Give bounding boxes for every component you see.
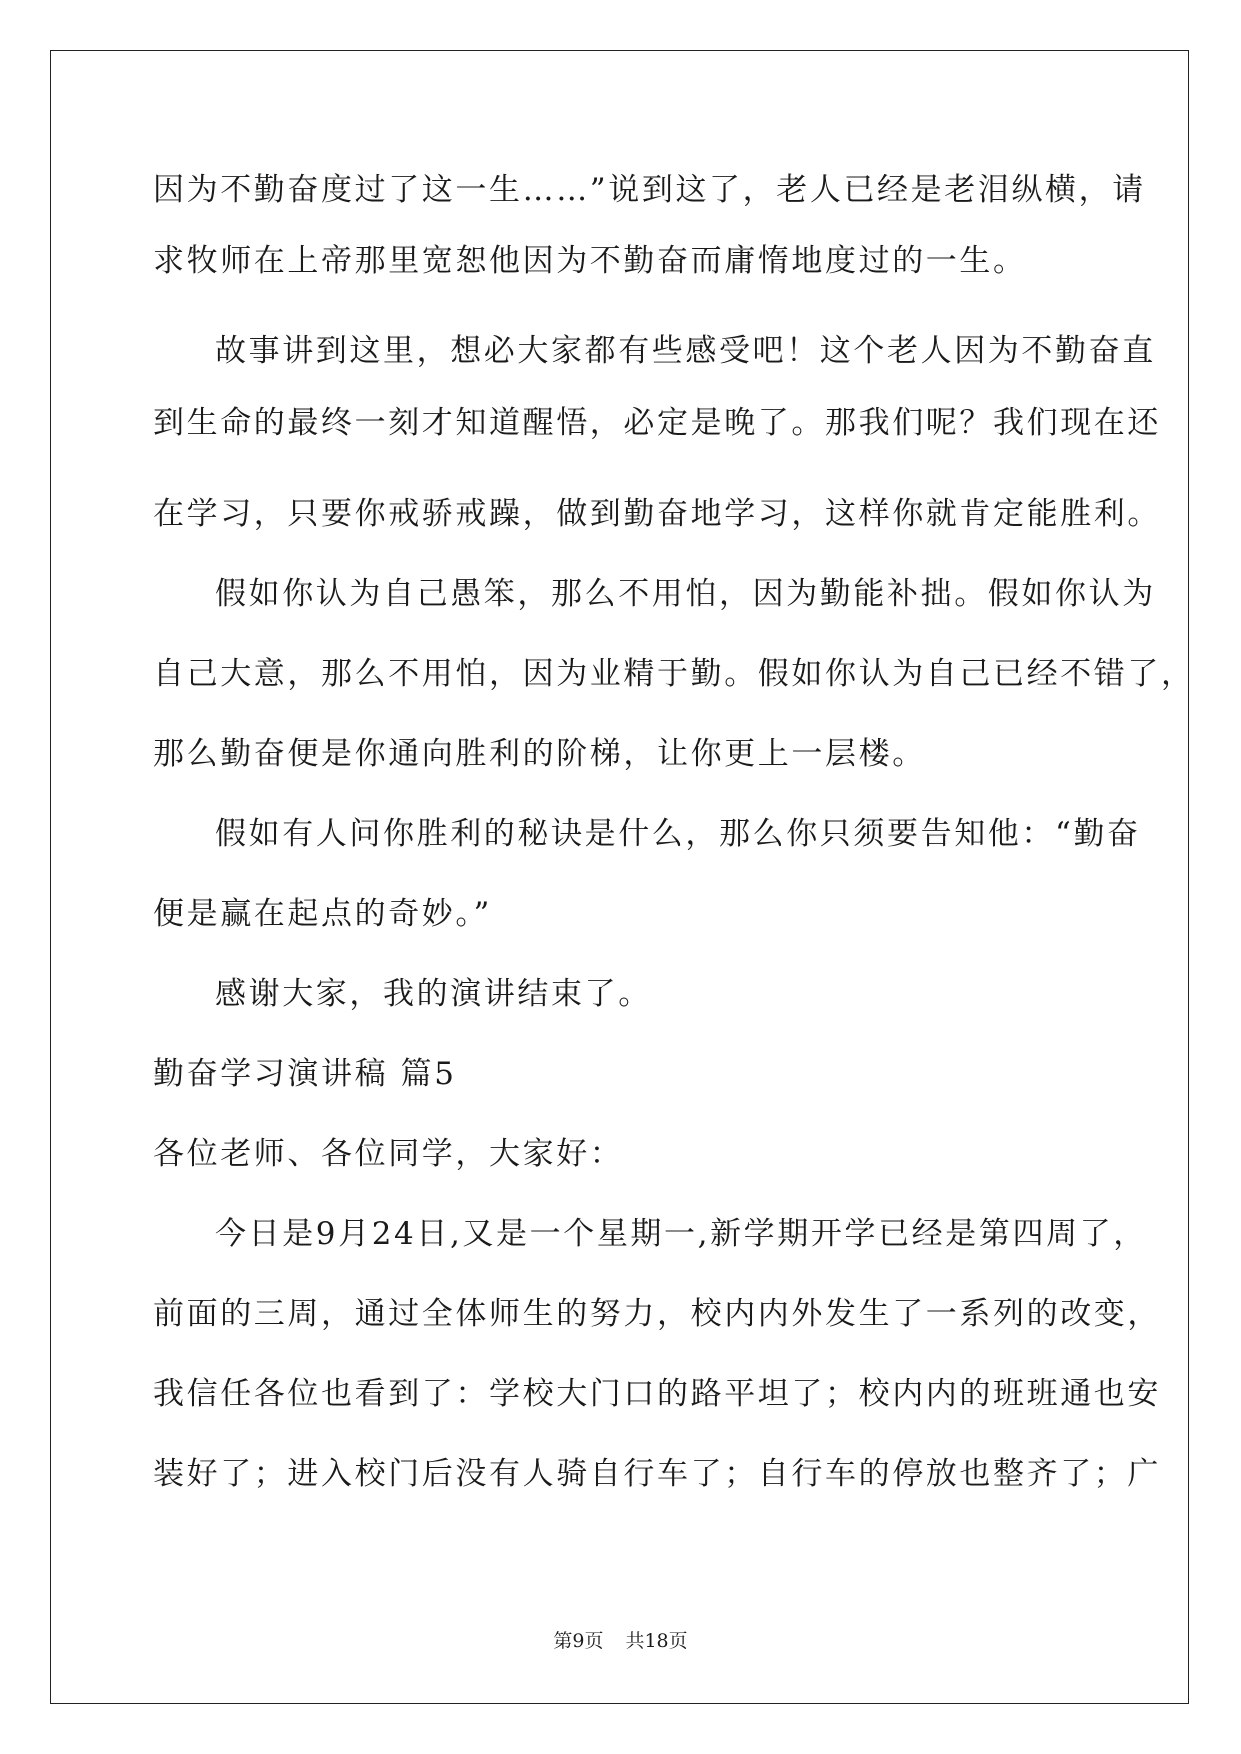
text-line-6: 假如你认为自己愚笨，那么不用怕，因为勤能补拙。假如你认为 (215, 576, 1156, 612)
text-line-1: 因为不勤奋度过了这一生……”说到这了，老人已经是老泪纵横，请 (153, 172, 1146, 208)
page-number: 第9页 (553, 1630, 604, 1652)
text-line-10: 便是赢在起点的奇妙。” (153, 896, 492, 932)
text-line-8: 那么勤奋便是你通向胜利的阶梯，让你更上一层楼。 (153, 736, 926, 772)
text-line-15: 前面的三周，通过全体师生的努力，校内内外发生了一系列的改变， (153, 1296, 1161, 1332)
text-line-14: 今日是9月24日,又是一个星期一,新学期开学已经是第四周了， (215, 1216, 1147, 1252)
text-line-16: 我信任各位也看到了：学校大门口的路平坦了；校内内的班班通也安 (153, 1376, 1161, 1412)
page-total: 共18页 (625, 1630, 688, 1652)
section-heading: 勤奋学习演讲稿 篇5 (153, 1056, 457, 1092)
text-line-9: 假如有人问你胜利的秘诀是什么，那么你只须要告知他：“勤奋 (215, 816, 1141, 852)
text-line-17: 装好了；进入校门后没有人骑自行车了；自行车的停放也整齐了；广 (153, 1456, 1161, 1492)
text-line-3: 故事讲到这里，想必大家都有些感受吧！这个老人因为不勤奋直 (215, 333, 1156, 369)
text-line-5: 在学习，只要你戒骄戒躁，做到勤奋地学习，这样你就肯定能胜利。 (153, 496, 1161, 532)
text-line-13: 各位老师、各位同学，大家好： (153, 1136, 624, 1172)
text-line-2: 求牧师在上帝那里宽恕他因为不勤奋而庸惰地度过的一生。 (153, 243, 1027, 279)
text-line-7: 自己大意，那么不用怕，因为业精于勤。假如你认为自己已经不错了， (153, 656, 1195, 692)
text-line-4: 到生命的最终一刻才知道醒悟，必定是晚了。那我们呢？我们现在还 (153, 405, 1161, 441)
page-footer (0, 1629, 1241, 1653)
text-line-11: 感谢大家，我的演讲结束了。 (215, 976, 652, 1012)
